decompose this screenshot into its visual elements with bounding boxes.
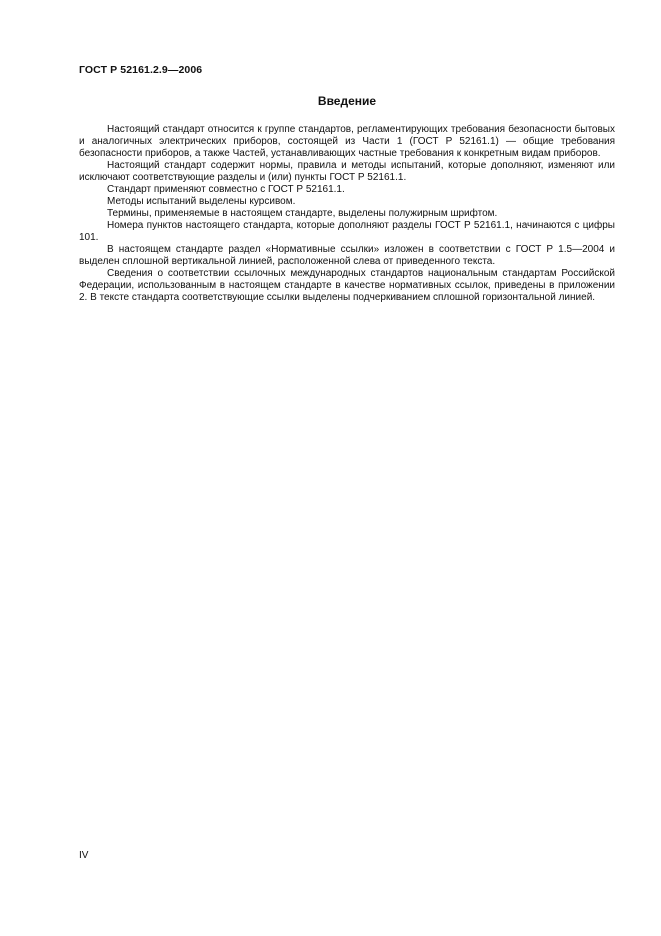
paragraph: Стандарт применяют совместно с ГОСТ Р 52161.1. bbox=[107, 184, 345, 195]
paragraph: В настоящем стандарте раздел «Нормативные ссылки» изложен в соответствии с ГОСТ Р 1.5—2004 и выделен сплошной вертикальной линией, расположенной слева от приведенного текста. bbox=[79, 244, 615, 267]
page-number: IV bbox=[79, 850, 89, 861]
paragraph: Термины, применяемые в настоящем стандарте, выделены полужирным шрифтом. bbox=[107, 208, 498, 219]
paragraph: Сведения о соответствии ссылочных международных стандартов национальным стандартам Российской Федерации, использованным в настоящем стандарте в качестве нормативных ссылок, приведены в приложении 2. В тексте стандарта соответствующие ссылки выделены подчеркиванием сплошной горизонтальной линией. bbox=[79, 268, 615, 303]
paragraph: Настоящий стандарт содержит нормы, правила и методы испытаний, которые дополняют, изменяют или исключают соответствующие разделы и (или) пункты ГОСТ Р 52161.1. bbox=[79, 160, 615, 183]
section-title: Введение bbox=[317, 94, 377, 108]
document-header: ГОСТ Р 52161.2.9—2006 bbox=[79, 64, 203, 76]
paragraph: Настоящий стандарт относится к группе стандартов, регламентирующих требования безопасности бытовых и аналогичных электрических приборов, состоящей из Части 1 (ГОСТ Р 52161.1) — общие требования безопасности приборов, а также Частей, устанавливающих частные требования к конкретным видам приборов. bbox=[79, 124, 615, 159]
paragraph: Методы испытаний выделены курсивом. bbox=[107, 196, 296, 207]
paragraph: Номера пунктов настоящего стандарта, которые дополняют разделы ГОСТ Р 52161.1, начинаются с цифры 101. bbox=[79, 220, 615, 243]
body-text bbox=[79, 124, 615, 304]
